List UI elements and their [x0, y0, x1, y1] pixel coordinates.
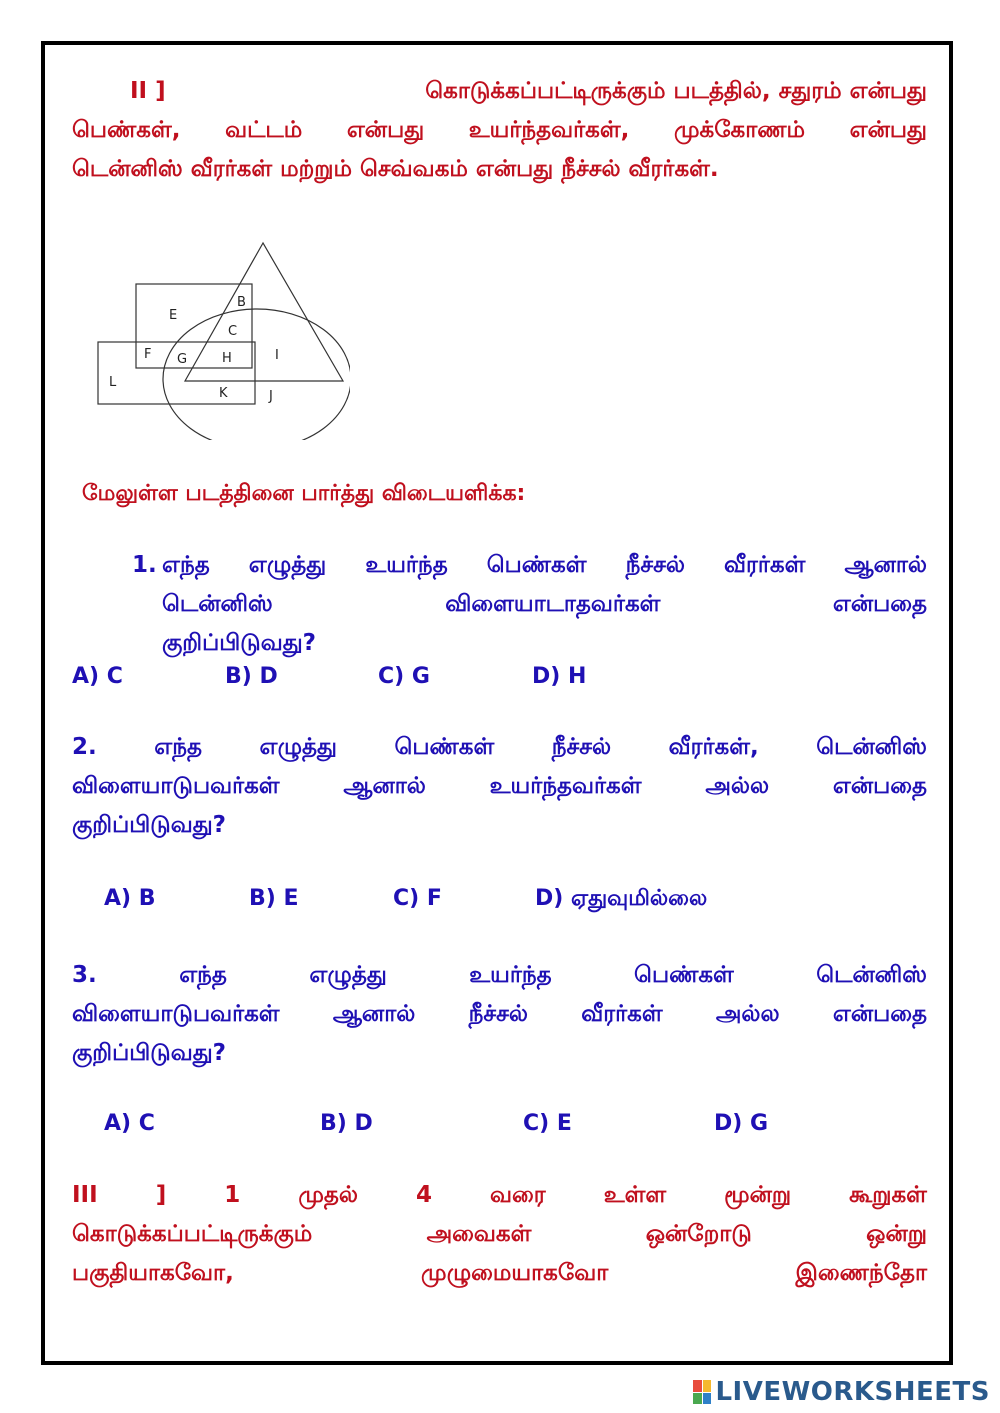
- region-label-h: H: [222, 351, 232, 366]
- q1-line-3: குறிப்பிடுவது?: [162, 630, 317, 656]
- section-2-line-1: கொடுக்கப்பட்டிருக்கும் படத்தில், சதுரம் என்பது: [425, 78, 927, 104]
- q1-option-d[interactable]: D) H: [532, 664, 587, 689]
- q2-option-b[interactable]: B) E: [249, 886, 299, 911]
- section-3-word: உள்ள: [603, 1182, 667, 1208]
- q2-word: 2.: [72, 734, 97, 760]
- section-3-word: கொடுக்கப்பட்டிருக்கும்: [72, 1221, 313, 1247]
- section-3-word: III: [72, 1182, 98, 1208]
- q1-line-2-word: டென்னிஸ்: [162, 591, 273, 617]
- circle-tall: [163, 309, 350, 440]
- section-3-word: கூறுகள்: [849, 1182, 927, 1208]
- section-3-word: 4: [415, 1182, 432, 1208]
- q3-line-1: [72, 956, 927, 995]
- q3-word: உயர்ந்த: [469, 962, 552, 988]
- q2-word: எந்த: [154, 734, 202, 760]
- instruction-text: மேலுள்ள படத்தினை பார்த்து விடையளிக்க:: [82, 481, 526, 506]
- q3-option-a[interactable]: A) C: [104, 1111, 155, 1136]
- q1-options: [72, 664, 586, 689]
- section-3-word: முழுமையாகவோ: [421, 1260, 609, 1286]
- triangle-tennis: [185, 243, 343, 381]
- section-3-word: ஒன்று: [866, 1221, 927, 1247]
- q2-word: பெண்கள்: [394, 734, 495, 760]
- region-label-e: E: [169, 308, 178, 323]
- region-label-j: J: [269, 389, 273, 404]
- region-label-b: B: [237, 295, 246, 310]
- q1-option-c[interactable]: C) G: [378, 664, 430, 689]
- section-3-word: பகுதியாகவோ,: [72, 1260, 234, 1286]
- q1-line-2: [162, 585, 927, 624]
- q2-line-1: [72, 728, 927, 767]
- section-2-line-3: டென்னிஸ் வீரர்கள் மற்றும் செவ்வகம் என்பது நீச்சல் வீரர்கள்.: [72, 156, 719, 182]
- q3-option-d[interactable]: D) G: [714, 1111, 769, 1136]
- region-label-l: L: [109, 375, 117, 390]
- q1-line-2-word: விளையாடாதவர்கள்: [445, 591, 661, 617]
- section-3-word: வரை: [490, 1182, 546, 1208]
- section-3-word: ]: [155, 1182, 167, 1208]
- region-label-i: I: [275, 348, 279, 363]
- q1-line-1: எந்த எழுத்து உயர்ந்த பெண்கள் நீச்சல் வீரர்கள் ஆனால்: [162, 552, 927, 578]
- section-3-word: ஒன்றோடு: [645, 1221, 752, 1247]
- q1-line-2-word: என்பதை: [832, 591, 927, 617]
- q3-word: பெண்கள்: [634, 962, 734, 988]
- section-2-line-2: பெண்கள், வட்டம் என்பது உயர்ந்தவர்கள், முக்கோணம் என்பது: [72, 117, 927, 143]
- q3-line-2: விளையாடுபவர்கள் ஆனால் நீச்சல் வீரர்கள் அல்ல என்பதை: [72, 1001, 927, 1027]
- region-label-c: C: [228, 324, 238, 339]
- q2-line-2: விளையாடுபவர்கள் ஆனால் உயர்ந்தவர்கள் அல்ல என்பதை: [72, 773, 927, 799]
- q2-option-c[interactable]: C) F: [393, 886, 442, 911]
- q2-options: [104, 886, 707, 914]
- venn-diagram: [95, 240, 350, 440]
- q3-word: எழுத்து: [309, 962, 387, 988]
- region-label-g: G: [177, 352, 188, 367]
- q1-option-a[interactable]: A) C: [72, 664, 123, 689]
- section-3-line-1: [72, 1176, 927, 1215]
- liveworksheets-logo-icon: [693, 1380, 711, 1404]
- liveworksheets-wordmark: LIVEWORKSHEETS: [715, 1377, 990, 1407]
- logo-tile: [703, 1393, 712, 1405]
- logo-tile: [703, 1380, 712, 1392]
- section-2-label: II ]: [130, 78, 166, 104]
- q3-line-3: குறிப்பிடுவது?: [72, 1040, 227, 1066]
- logo-tile: [693, 1380, 702, 1392]
- q2-option-d[interactable]: D) ஏதுவுமில்லை: [535, 886, 708, 911]
- q2-line-3: குறிப்பிடுவது?: [72, 812, 227, 838]
- region-label-k: K: [219, 386, 228, 401]
- q2-word: வீரர்கள்,: [668, 734, 759, 760]
- section-3-line-2: [72, 1215, 927, 1254]
- q3-options: [104, 1111, 768, 1136]
- q2-word: எழுத்து: [259, 734, 337, 760]
- section-3-word: 1: [224, 1182, 241, 1208]
- q3-word: எந்த: [179, 962, 227, 988]
- q3-word: 3.: [72, 962, 97, 988]
- q2-word: நீச்சல்: [551, 734, 612, 760]
- region-label-f: F: [144, 347, 152, 362]
- section-3-line-3: [72, 1254, 927, 1293]
- section-3-word: இணைந்தோ: [795, 1260, 927, 1286]
- q2-option-a[interactable]: A) B: [104, 886, 156, 911]
- q2-word: டென்னிஸ்: [816, 734, 927, 760]
- q1-number: 1.: [132, 552, 157, 578]
- section-3-word: மூன்று: [724, 1182, 792, 1208]
- q3-option-c[interactable]: C) E: [523, 1111, 572, 1136]
- logo-tile: [693, 1393, 702, 1405]
- q1-option-b[interactable]: B) D: [225, 664, 278, 689]
- liveworksheets-brand[interactable]: [693, 1377, 990, 1407]
- q3-word: டென்னிஸ்: [816, 962, 927, 988]
- q3-option-b[interactable]: B) D: [320, 1111, 373, 1136]
- section-3-word: அவைகள்: [426, 1221, 532, 1247]
- section-3-word: முதல்: [298, 1182, 358, 1208]
